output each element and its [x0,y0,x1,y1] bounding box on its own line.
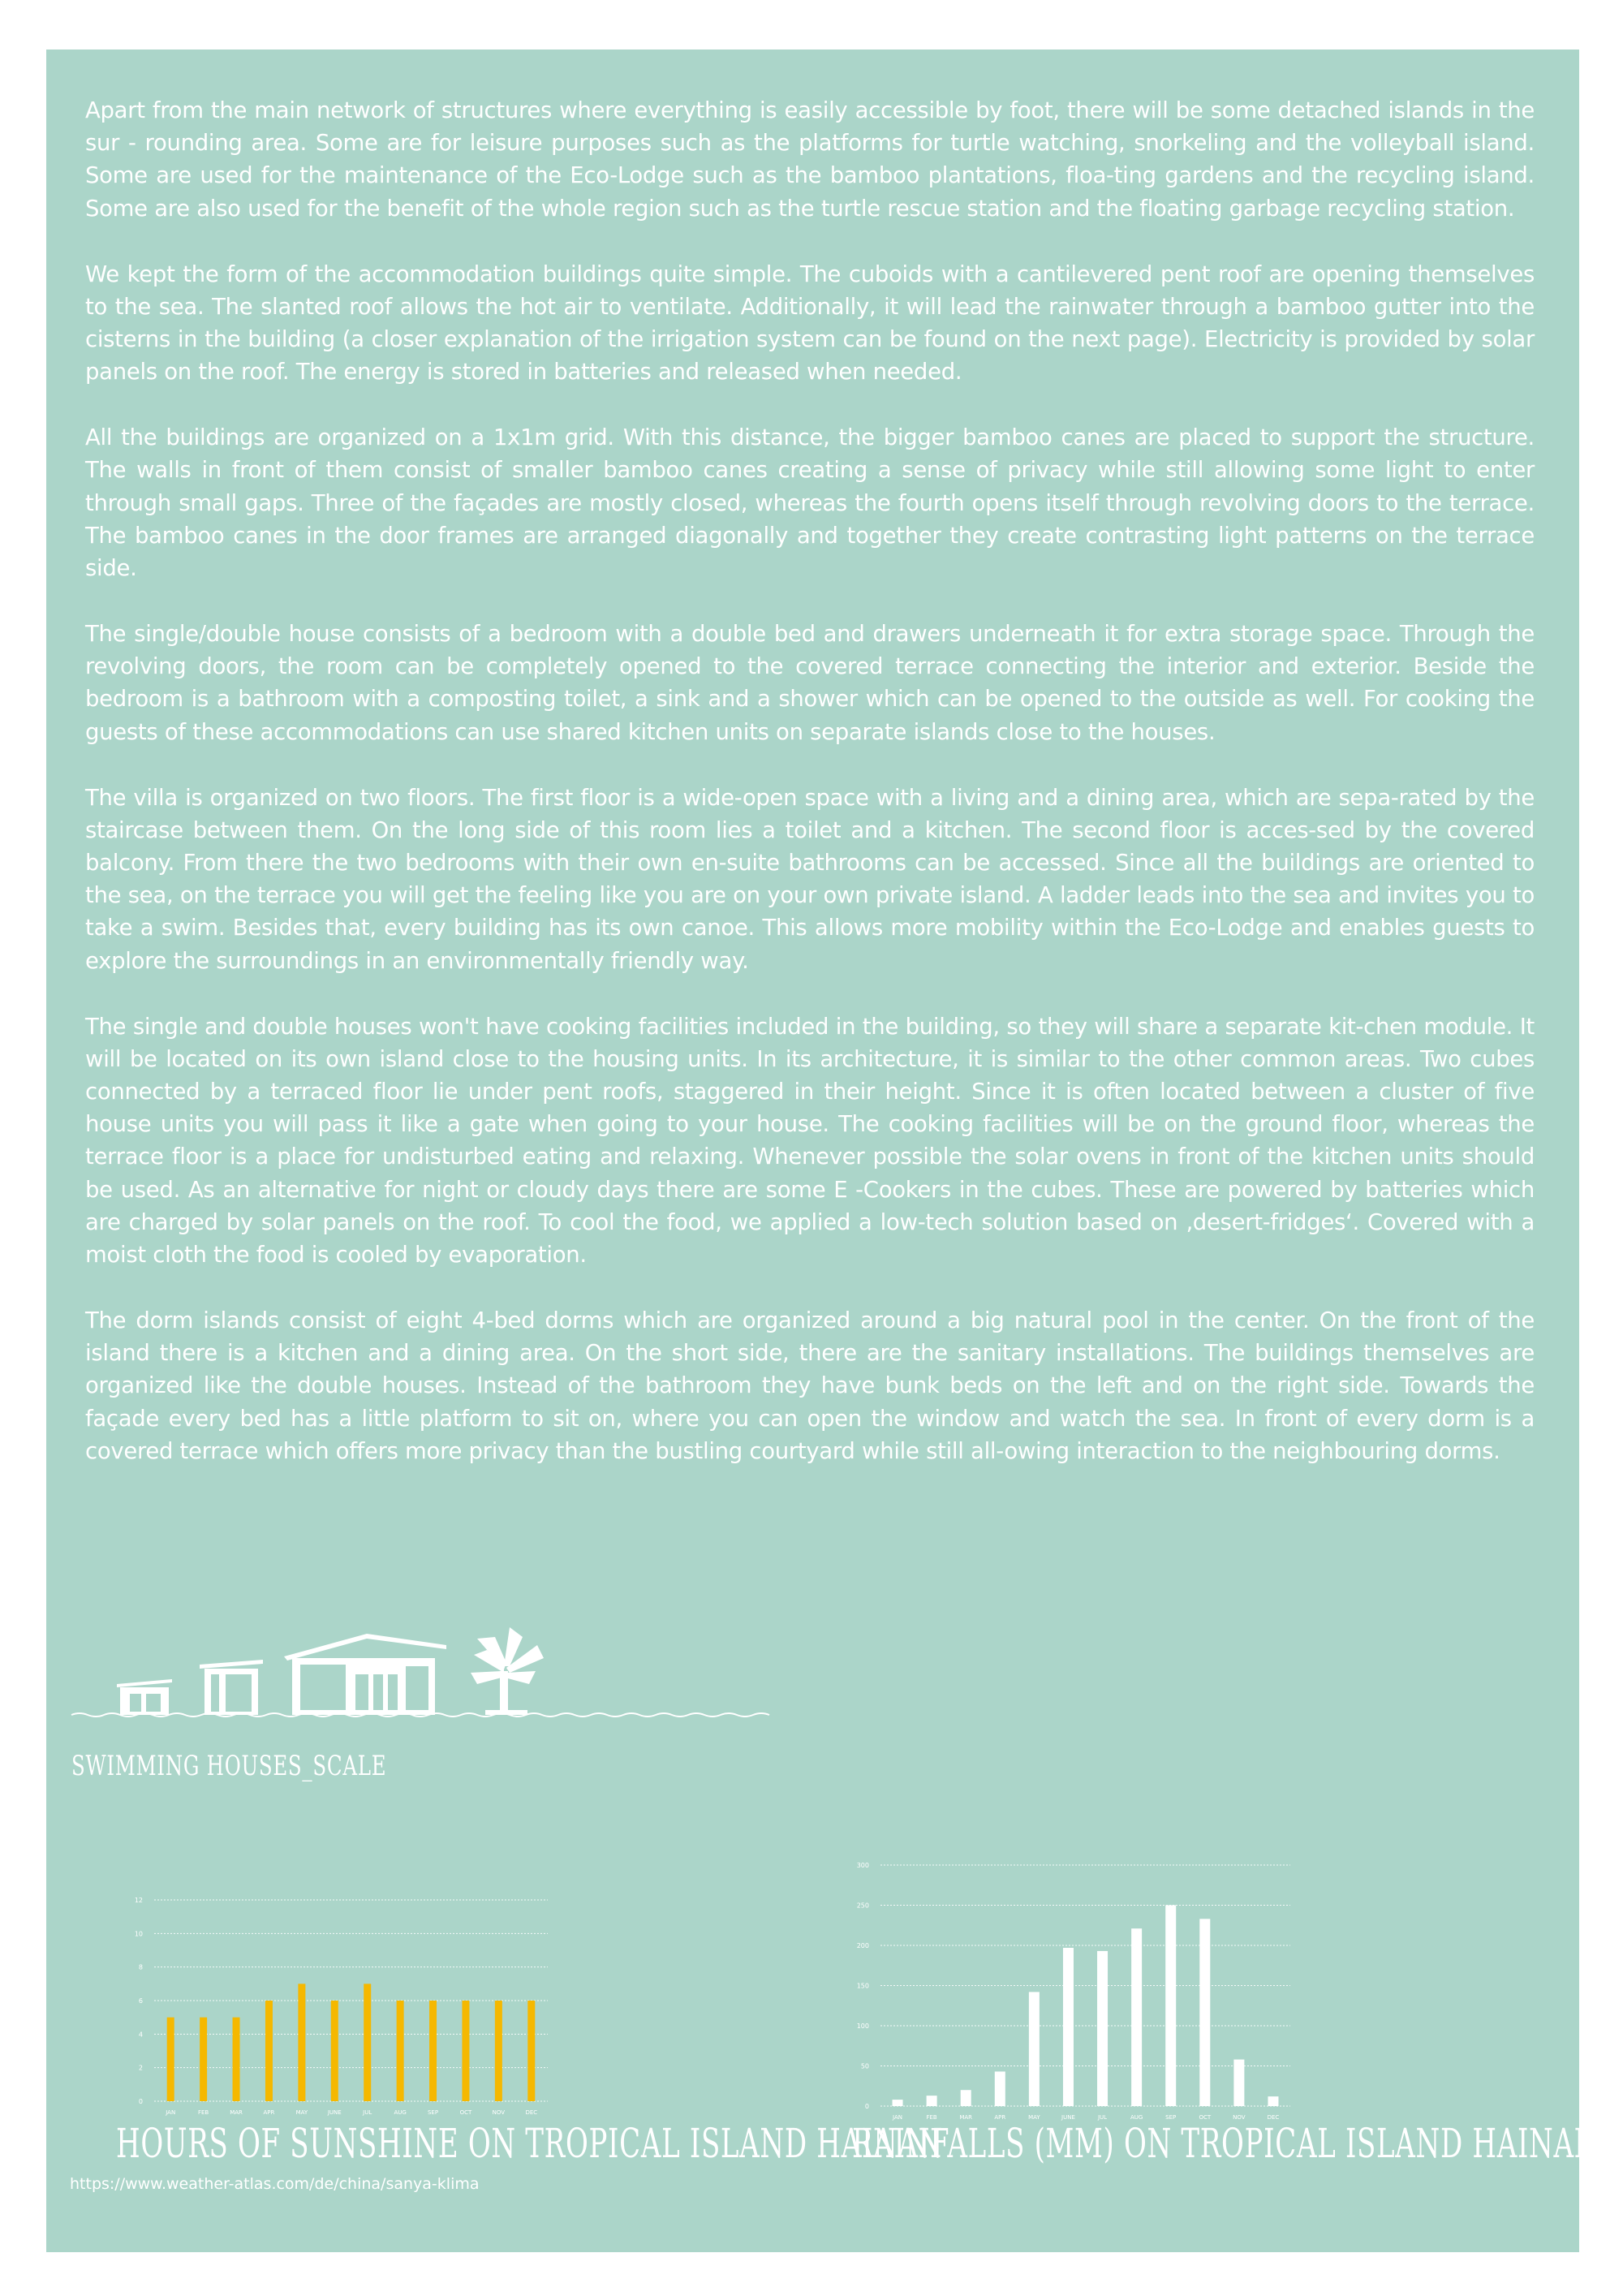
paragraph: Apart from the main network of structures where everything is easily accessible by foot, there will be some detached islands in the sur - rounding area. Some are for leisure purposes such as the platforms for turtle watching, snorkeling and the volleyball island. Some are used for the maintenance of the Eco-Lodge such as the bamboo plantations, floa-ting gardens and the recycling island. Some are also used for the benefit of the whole region such as the turtle rescue station and the floating garbage recycling station. [85,97,1535,222]
sunshine-bar [265,2001,273,2101]
rainfall-bar [1268,2096,1278,2106]
rainfall-x-tick-label: SEP [1165,2114,1177,2121]
sunshine-y-tick-label: 10 [134,1930,143,1938]
sunshine-x-tick-label: MAY [295,2109,308,2116]
sunshine-bar [200,2018,207,2101]
rainfall-x-tick-label: JAN [893,2114,903,2121]
sunshine-bar [495,2001,502,2101]
sunshine-y-tick-label: 12 [134,1897,143,1904]
rainfall-x-tick-label: JUNE [1061,2114,1075,2121]
rainfall-y-tick-label: 300 [856,1862,869,1869]
paragraph: The single/double house consists of a bedroom with a double bed and drawers underneath it for extra storage space. Through the revolving doors, the room can be completely opened to the covered terrace connecting the interior and exterior. Beside the bedroom is a bathroom with a composting toilet, a sink and a shower which can be opened to the outside as well. For cooking the guests of these accommodations can use shared kitchen units on separate islands close to the houses. [85,621,1535,745]
rainfall-bar [893,2100,903,2106]
sunshine-bar [233,2018,240,2101]
sunshine-bar [298,1984,305,2101]
rainfall-bar [961,2090,971,2106]
sunshine-y-tick-label: 6 [138,1997,143,2005]
sunshine-x-tick-label: FEB [197,2109,209,2116]
rainfall-x-tick-label: APR [994,2114,1006,2121]
sunshine-bar [364,1984,371,2101]
rainfall-x-tick-label: JUL [1097,2114,1108,2121]
sunshine-x-tick-label: SEP [427,2109,439,2116]
rainfall-bar [1131,1928,1142,2106]
sunshine-x-tick-label: NOV [492,2109,506,2116]
sunshine-x-tick-label: JUNE [327,2109,342,2116]
sunshine-y-tick-label: 2 [138,2064,143,2072]
rainfall-bar [1165,1906,1176,2107]
sunshine-bar [331,2001,338,2101]
rainfall-x-tick-label: FEB [926,2114,937,2121]
sunshine-x-tick-label: JUL [363,2109,372,2116]
sunshine-x-tick-label: AUG [394,2109,407,2116]
paragraph: We kept the form of the accommodation buildings quite simple. The cuboids with a cantilevered pent roof are opening themselves to the sea. The slanted roof allows the hot air to ventilate. Additionally, it will lead the rainwater through a bamboo gutter into the cisterns in the building (a closer explanation of the irrigation system can be found on the next page). Electricity is provided by solar panels on the roof. The energy is stored in batteries and released when needed. [85,261,1535,386]
paragraph: All the buildings are organized on a 1x1m grid. With this distance, the bigger bamboo canes are placed to support the structure. The walls in front of them consist of smaller bamboo canes creating a sense of privacy while still allowing some light to enter through small gaps. Three of the façades are mostly closed, whereas the fourth opens itself through revolving doors to the terrace. The bamboo canes in the door frames are arranged diagonally and together they create contrasting light patterns on the terrace side. [85,424,1535,582]
sunshine-bar [429,2001,437,2101]
rainfall-x-tick-label: NOV [1233,2114,1246,2121]
rainfall-x-tick-label: DEC [1267,2114,1280,2121]
palm-tree-icon [471,1627,544,1715]
sunshine-y-tick-label: 4 [138,2031,143,2039]
rainfall-y-tick-label: 150 [856,1982,869,1990]
rainfall-chart-title: RAINFALLS (MM) ON TROPICAL ISLAND HAINAN [852,2120,1599,2167]
sunshine-x-tick-label: DEC [525,2109,538,2116]
sunshine-chart-title: HOURS OF SUNSHINE ON TROPICAL ISLAND HAINAN [116,2120,944,2167]
rainfall-y-tick-label: 200 [856,1942,869,1949]
rainfall-bar [1199,1919,1210,2106]
swimming-houses-scale-illustration [71,1570,771,1733]
sunshine-x-tick-label: OCT [459,2109,472,2116]
sunshine-x-tick-label: APR [263,2109,275,2116]
rainfall-y-tick-label: 0 [864,2103,869,2110]
rainfall-x-tick-label: OCT [1199,2114,1212,2121]
rainfall-y-tick-label: 100 [856,2022,869,2030]
paragraph: The villa is organized on two floors. The first floor is a wide-open space with a living and a dining area, which are sepa-rated by the staircase between them. On the long side of this room lies a toilet and a kitchen. The second floor is acces-sed by the covered balcony. From there the two bedrooms with their own en-suite bathrooms can be accessed. Since all the buildings are oriented to the sea, on the terrace you will get the feeling like you are on your own private island. A ladder leads into the sea and invites you to take a swim. Besides that, every building has its own canoe. This allows more mobility within the Eco-Lodge and enables guests to explore the surroundings in an environmentally friendly way. [85,784,1535,974]
rainfall-y-tick-label: 50 [860,2062,869,2070]
rainfall-y-tick-label: 250 [856,1902,869,1910]
sunshine-bar [167,2018,174,2101]
rainfall-bar [1097,1951,1108,2106]
rainfall-bar-chart [844,1830,1298,2121]
sunshine-x-tick-label: MAR [230,2109,243,2116]
rainfall-bar [995,2071,1005,2106]
sunshine-bar-chart [114,1867,552,2116]
sunshine-bar [397,2001,404,2101]
rainfall-bar [1233,2060,1244,2106]
rainfall-bar [1029,1992,1040,2106]
source-link[interactable]: https://www.weather-atlas.com/de/china/sanya-klima [70,2175,480,2193]
medium-house-icon [200,1660,263,1715]
sunshine-bar [527,2001,535,2101]
rainfall-x-tick-label: AUG [1130,2114,1143,2121]
rainfall-x-tick-label: MAR [959,2114,973,2121]
rainfall-bar [1063,1948,1074,2106]
page-number: 3 [1585,2246,1599,2281]
scale-caption: SWIMMING HOUSES_SCALE [71,1750,387,1782]
sunshine-x-tick-label: JAN [166,2109,176,2116]
paragraph: The single and double houses won't have cooking facilities included in the building, so they will share a separate kit-chen module. It will be located on its own island close to the housing units. In its architecture, it is similar to the other common areas. Two cubes connected by a terraced floor lie under pent roofs, staggered in their height. Since it is often located between a cluster of five house units you will pass it like a gate when going to your house. The cooking facilities will be on the ground floor, whereas the terrace floor is a place for undisturbed eating and relaxing. Whenever possible the solar ovens in front of the kitchen units should be used. As an alternative for night or cloudy days there are some E -Cookers in the cubes. These are powered by batteries which are charged by solar panels on the roof. To cool the food, we applied a low-tech solution based on ‚desert-fridges‘. Covered with a moist cloth the food is cooled by evaporation. [85,1013,1535,1269]
sunshine-y-tick-label: 8 [138,1963,143,1971]
villa-icon [284,1634,446,1715]
sunshine-bar [462,2001,469,2101]
rainfall-x-tick-label: MAY [1028,2114,1040,2121]
body-text [85,94,1535,1501]
small-house-icon [117,1679,172,1715]
paragraph: The dorm islands consist of eight 4-bed dorms which are organized around a big natural pool in the center. On the front of the island there is a kitchen and a dining area. On the short side, there are the sanitary installations. The buildings themselves are organized like the double houses. Instead of the bathroom they have bunk beds on the left and on the right side. Towards the façade every bed has a little platform to sit on, where you can open the window and watch the sea. In front of every dorm is a covered terrace which offers more privacy than the bustling courtyard while still all-owing interaction to the neighbouring dorms. [85,1307,1535,1464]
sunshine-y-tick-label: 0 [138,2098,143,2105]
rainfall-bar [927,2096,937,2106]
